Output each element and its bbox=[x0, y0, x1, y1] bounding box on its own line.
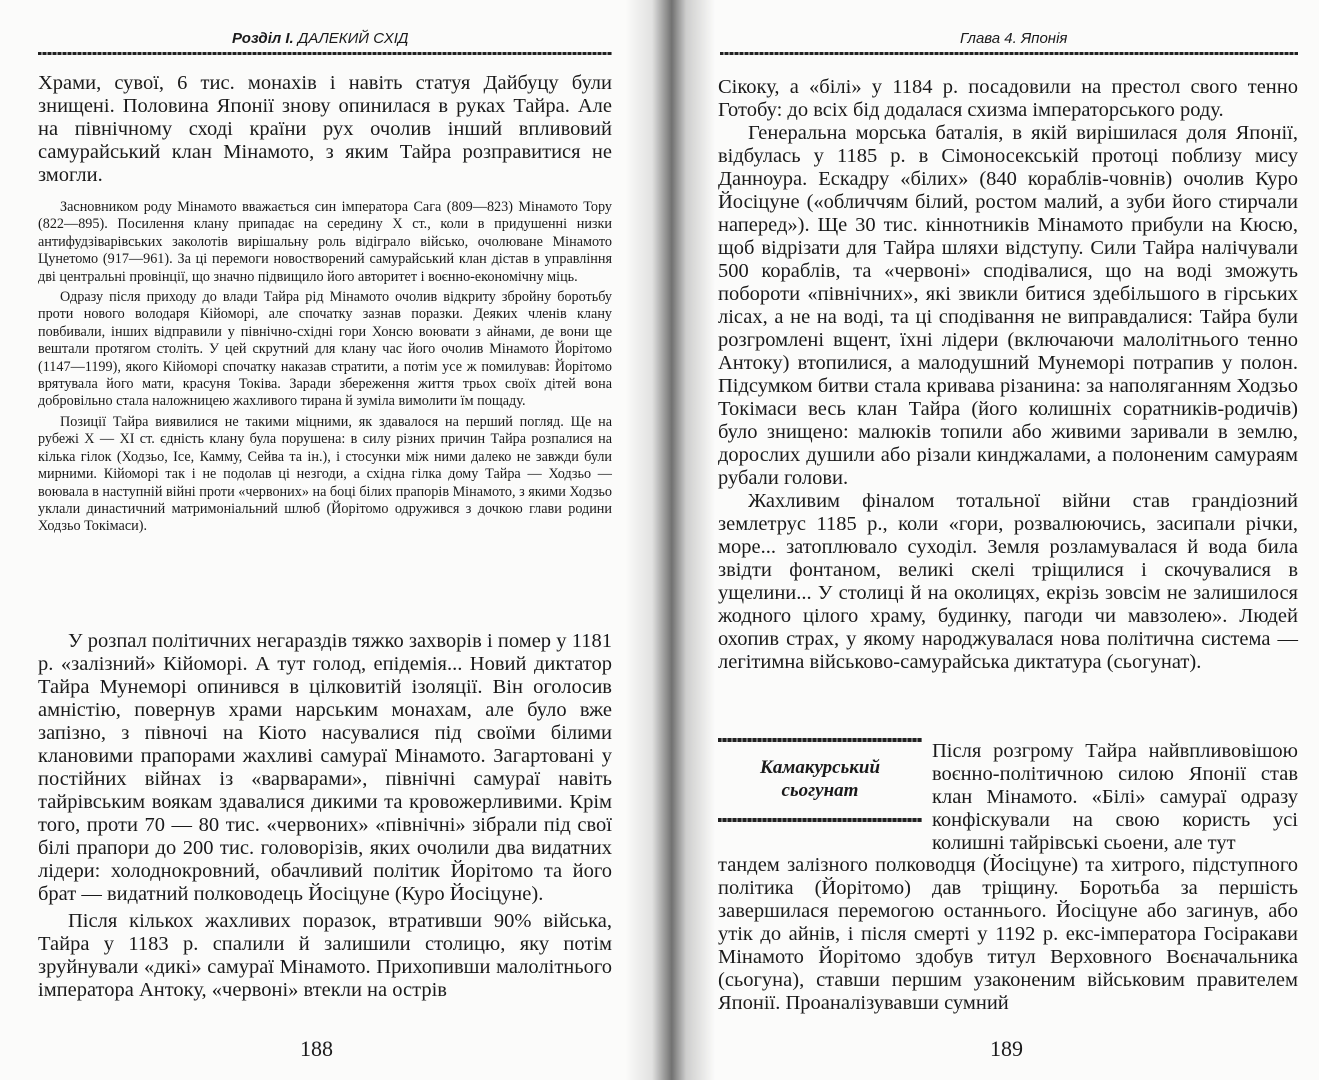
running-head-section: Розділ I. bbox=[232, 30, 294, 47]
paragraph-text: Генеральна морська баталія, в якій вирішилася доля Японії, відбулась у 1185 р. в Сімоносекській протоці поблизу мису Данноура. Ескадру «білих» (840 кораблів-човнів) очолив Куро Йосіцуне («обличчям білий, ростом малий, а зуби його стирчали наперед»). Ще 30 тис. кіннотників Мінамото прибули на Кюсю, щоб відрізати для Тайра шляхи відступу. Сили Тайра налічували 500 кораблів, та «червоні» сподівалися, що на воді зможуть побороти «північних», які звикли битися здебільшого в гірських лісах, а не на воді, та ці сподівання не виправдалися: Тайра були розгромлені вщент, їхні лідери (включаючи малолітнього тенно Антоку) втопилися, а малодушний Мунеморі потрапив у полон. Підсумком битви стала кривава різанина: за наполяганням Ходзьо Токімаси весь клан Тайра (його колишніх соратників-родичів) було знищено: малюків топили або живими заривали в землю, дорослих душили або різали кинджалами, а полоненим самураям рубали голови. bbox=[718, 122, 1298, 489]
running-head-title: ДАЛЕКИЙ СХІД bbox=[297, 30, 409, 47]
left-paragraph-2 bbox=[38, 630, 612, 1002]
heading-rule-bottom bbox=[718, 818, 922, 822]
right-page-number: 189 bbox=[990, 1036, 1023, 1061]
small-paragraph-2: Одразу після приходу до влади Тайра рід Мінамото очолив відкриту збройну боротьбу проти нового володаря Кійоморі, але спочатку зазнав поразки. Деяких членів клану повбивали, інших відправили у північно-східні гори Хонсю воювати з айнами, де вони ще вештали протягом століть. У цей скрутний для клану час його очолив Мінамото Йорітомо (1147—1199), якого Кійоморі спочатку наказав стратити, а потім усе ж помилував: Йорітомо врятувала його мати, красуня Токіва. Заради збереження життя трьох своїх дітей вона добровільно стала наложницею жахливого тирана й зуміла вимолити їм пощаду. bbox=[38, 289, 612, 410]
section-heading-box bbox=[718, 738, 922, 824]
paragraph-text: Храми, сувої, 6 тис. монахів і навіть статуя Дайбуцу були знищені. Половина Японії знову опинилася в руках Тайра. Але на північному сході країни рух очолив інший впливовий самурайський клан Мінамото, з яким Тайра розправитися не змогли. bbox=[38, 72, 612, 186]
right-running-head: Глава 4. Японія bbox=[960, 30, 1068, 47]
left-paragraph-1 bbox=[38, 72, 612, 187]
small-paragraph-3: Позиції Тайра виявилися не такими міцними, як здавалося на перший погляд. Ще на рубежі X — XI ст. єдність клану була порушена: в силу різних причин Тайра розпалися на кілька гілок (Ходзьо, Ісе, Камму, Сейва та ін.), і стосунки між ними далеко не завжди були мирними. Кійоморі так і не подолав ці незгоди, а східна гілка дому Тайра — Ходзьо — воювала в наступній війні проти «червоних» на боці білих прапорів Мінамото, з якими Ходзьо уклали династичний матримоніальний шлюб (Йорітомо одружився з дочкою глави родини Ходзьо Токімаси). bbox=[38, 413, 612, 535]
wrapped-paragraph bbox=[932, 740, 1298, 855]
section-heading bbox=[718, 756, 922, 802]
paragraph-text: тандем залізного полководця (Йосіцуне) та хитрого, підступного політика (Йорітомо) дав тріщину. Боротьба за першість завершилася перемогою останнього. Йосіцуне або загинув, або утік до айнів, і після смерті у 1192 р. екс-імператора Госіракави Мінамото Йорітомо здобув титул Верховного Воєначальника (сьогуна), ставши першим узаконеним військовим правителем Японії. Проаналізувавши сумний bbox=[718, 854, 1298, 1014]
paragraph-text: Після кількох жахливих поразок, втративши 90% війська, Тайра у 1183 р. спалили й залишили столицю, яку потім зруйнували «дикі» самураї Мінамото. Прихопивши малолітнього імператора Антоку, «червоні» втекли на острів bbox=[38, 910, 612, 1001]
section-heading-line-2: сьогунат bbox=[781, 780, 859, 801]
paragraph-text: Сікоку, а «білі» у 1184 р. посадовили на престол свого тенно Готобу: до всіх бід додалася схизма імператорського роду. bbox=[718, 76, 1298, 121]
right-header-rule bbox=[720, 52, 1298, 55]
paragraph-text: У розпал політичних негараздів тяжко захворів і помер у 1181 р. «залізний» Кійоморі. А тут голод, епідемія... Новий диктатор Тайра Мунеморі опинився в цілковитій ізоляції. Він оголосив амністію, повернув храми нарським монахам, але було вже запізно, з півночі на Кіото насувалися під своїми білими клановими прапорами жахливі самураї Мінамото. Загартовані у постійних війнах із «варварами», північні самураї навіть тайрівським воякам здавалися дикими та кровожерливими. Крім того, проти 70 — 80 тис. «червоних» «північні» зібрали під свої білі прапори до 200 тис. головорізів, яких очолили два видатних лідери: холоднокровний, обачливий політик Йорітомо та його брат — видатний полководець Йосіцуне (Куро Йосіцуне). bbox=[38, 630, 612, 905]
left-running-head bbox=[232, 30, 408, 48]
heading-rule-top bbox=[718, 738, 922, 742]
paragraph-text: Жахливим фіналом тотальної війни став грандіозний землетрус 1185 р., коли «гори, розвалюючись, засипали річки, море... затоплювало суходіл. Земля розламувалася й вода била звідти фонтаном, великі скелі тріщилися і скочувалися в ущелини... У столиці й на околицях, екрізь зовсім не залишилося жодного цілого храму, будинку, пагоди чи мавзолею». Людей охопив страх, у якому народжувалася нова політична система — легітимна військово-самурайська диктатура (сьогунат). bbox=[718, 490, 1298, 673]
left-small-print-block bbox=[38, 199, 612, 539]
paragraph-text: Після розгрому Тайра найвпливовішою воєнно-політичною силою Японії став клан Мінамото. «Білі» самураї одразу конфіскували на свою користь усі колишні тайрівські сьоени, але тут bbox=[932, 740, 1298, 854]
section-heading-line-1: Камакурський bbox=[759, 757, 881, 778]
small-paragraph-1: Засновником роду Мінамото вважається син імператора Сага (809—823) Мінамото Тору (822—895). Посилення клану припадає на середину X ст., коли в придушенні низки антифудзіварівських заколотів вирішальну роль відіграло військо, очолюване Мінамото Цунетомо (917—961). За ці перемоги новостворений самурайський клан дістав в управління дві центральні провінції, що значно підвищило його авторитет і воєнно-економічну міць. bbox=[38, 199, 612, 285]
left-page-number: 188 bbox=[300, 1036, 333, 1061]
continued-paragraph bbox=[718, 854, 1298, 1015]
right-body-text bbox=[718, 76, 1298, 674]
left-header-rule bbox=[38, 52, 612, 55]
